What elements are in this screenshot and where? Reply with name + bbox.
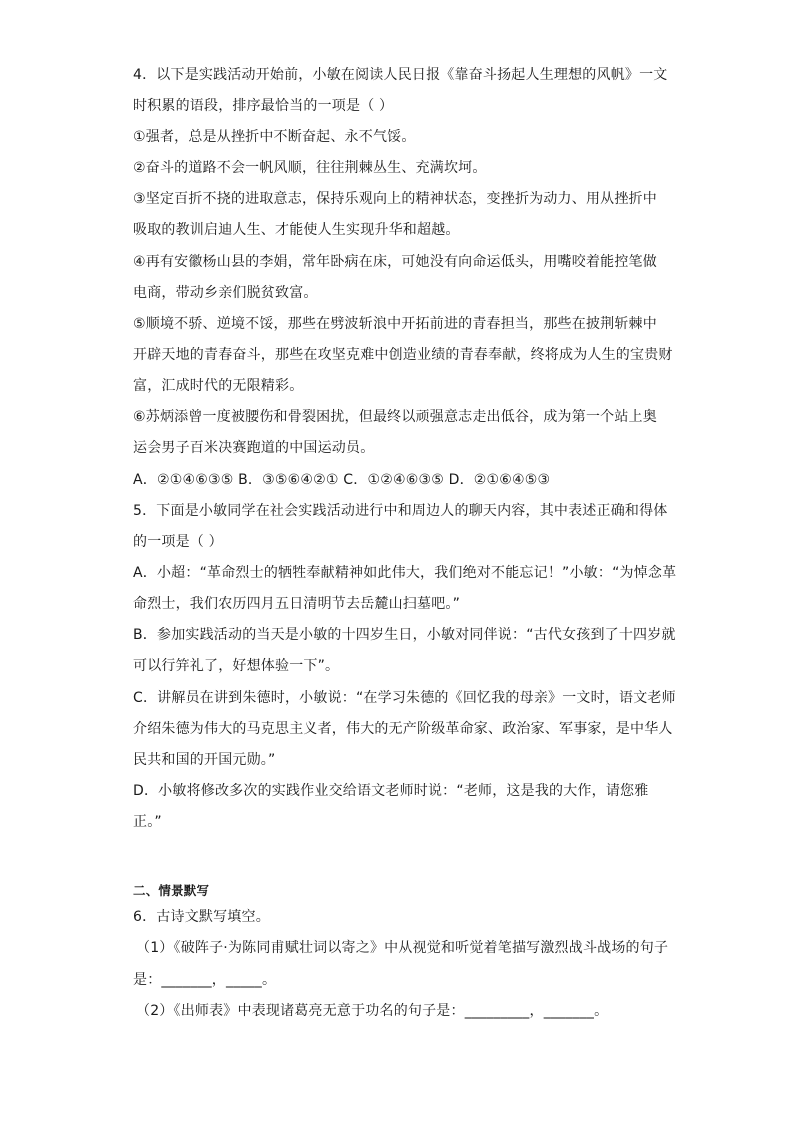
q4-item-3-line1: ③坚定百折不挠的进取意志，保持乐观向上的精神状态，变挫折为动力、用从挫折中 bbox=[133, 191, 657, 207]
q4-item-4-line2: 电商，带动乡亲们脱贫致富。 bbox=[133, 285, 318, 301]
q5-option-d-line1: D．小敏将修改多次的实践作业交给语文老师时说：“老师，这是我的大作，请您雅 bbox=[133, 783, 649, 799]
q5-option-b-line2: 可以行笄礼了，好想体验一下”。 bbox=[133, 658, 340, 674]
q4-item-3-line2: 吸取的教训启迪人生、才能使人生实现升华和超越。 bbox=[133, 222, 460, 238]
q5-option-b-line1: B．参加实践活动的当天是小敏的十四岁生日，小敏对同伴说：“古代女孩到了十四岁就 bbox=[133, 627, 676, 643]
q5-option-c-line3: 民共和国的开国元勋。” bbox=[133, 752, 276, 768]
q6-part1-line2: 是：_______，_____。 bbox=[133, 972, 277, 988]
q4-stem-line2: 时积累的语段，排序最恰当的一项是（ ） bbox=[133, 98, 394, 114]
q5-stem-line1: 5．下面是小敏同学在社会实践活动进行中和周边人的聊天内容，其中表述正确和得体 bbox=[133, 503, 668, 519]
q4-item-5-line2: 开辟天地的青春奋斗，那些在攻坚克难中创造业绩的青春奉献，终将成为人生的宝贵财 bbox=[133, 347, 673, 363]
q4-item-4-line1: ④再有安徽杨山县的李娟，常年卧病在床，可她没有向命运低头，用嘴咬着能控笔做 bbox=[133, 254, 657, 270]
q5-option-d-line2: 正。” bbox=[133, 814, 162, 830]
q6-part1-line1: （1）《破阵子·为陈同甫赋壮词以寄之》中从视觉和听觉着笔描写激烈战斗战场的句子 bbox=[136, 940, 669, 956]
q4-item-6-line2: 运会男子百米决赛跑道的中国运动员。 bbox=[133, 440, 375, 456]
q4-item-1: ①强者，总是从挫折中不断奋起、永不气馁。 bbox=[133, 129, 416, 145]
q4-item-2: ②奋斗的道路不会一帆风顺，往往荆棘丛生、充满坎坷。 bbox=[133, 160, 487, 176]
q6-stem: 6．古诗文默写填空。 bbox=[133, 909, 270, 925]
q5-option-a-line1: A．小超：“革命烈士的牺牲奉献精神如此伟大，我们绝对不能忘记！”小敏：“为悼念革 bbox=[133, 565, 677, 581]
q5-stem-line2: 的一项是（ ） bbox=[133, 534, 223, 550]
q4-options: A．②①④⑥③⑤ B．③⑤⑥④②① C．①②④⑥③⑤ D．②①⑥④⑤③ bbox=[133, 472, 551, 488]
q4-item-6-line1: ⑥苏炳添曾一度被腰伤和骨裂困扰，但最终以顽强意志走出低谷，成为第一个站上奥 bbox=[133, 409, 657, 425]
q4-item-5-line3: 富，汇成时代的无限精彩。 bbox=[133, 378, 304, 394]
q6-part2-line1: （2）《出师表》中表现诸葛亮无意于功名的句子是：_________，_______。 bbox=[136, 1003, 609, 1019]
q5-option-c-line2: 介绍朱德为伟大的马克思主义者，伟大的无产阶级革命家、政治家、军事家，是中华人 bbox=[133, 721, 673, 737]
q5-option-c-line1: C．讲解员在讲到朱德时，小敏说：“在学习朱德的《回忆我的母亲》一文时，语文老师 bbox=[133, 690, 676, 706]
q4-item-5-line1: ⑤顺境不骄、逆境不馁，那些在劈波斩浪中开拓前进的青春担当，那些在披荆斩棘中 bbox=[133, 316, 657, 332]
q5-option-a-line2: 命烈士，我们农历四月五日清明节去岳麓山扫墓吧。” bbox=[133, 596, 461, 612]
q4-stem-line1: 4．以下是实践活动开始前，小敏在阅读人民日报《靠奋斗扬起人生理想的风帆》一文 bbox=[133, 67, 668, 83]
section-2-title: 二、情景默写 bbox=[133, 883, 210, 898]
